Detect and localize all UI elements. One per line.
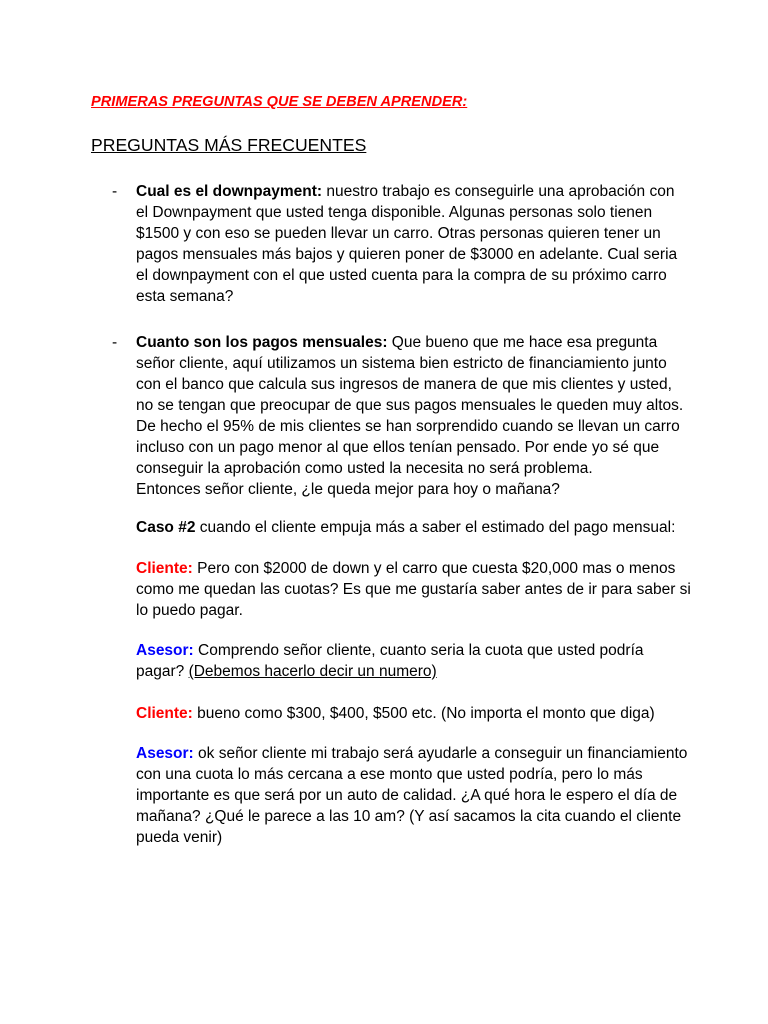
faq-question-label: Cual es el downpayment: [136, 183, 323, 200]
case-description: cuando el cliente empuja más a saber el estimado del pago mensual: [195, 519, 676, 536]
faq-answer-text: Que bueno que me hace esa pregunta señor cliente, aquí utilizamos un sistema bien estricto de financiamiento junto con el banco que calcula sus ingresos de manera de que mis clientes y usted, no se tengan que preocupar de que sus pagos mensuales le queden muy altos. De hecho el 95% de mis clientes se han sorprendido cuando se llevan un carro incluso con un pago menor al que ellos tenían pensado. Por ende yo sé que conseguir la aprobación como usted la necesita no será problema. [136, 334, 684, 477]
dialogue-text: ok señor cliente mi trabajo será ayudarle a conseguir un financiamiento con una cuota lo más cercana a ese monto que usted podría, pero lo más importante es que será por un auto de calidad. ¿A qué hora le espero el día de mañana? ¿Qué le parece a las 10 am? (Y así sacamos la cita cuando el cliente pueda venir) [136, 745, 688, 846]
faq-answer-closing: Entonces señor cliente, ¿le queda mejor para hoy o mañana? [136, 481, 560, 498]
faq-question-label: Cuanto son los pagos mensuales: [136, 334, 388, 351]
dialogue-text: Comprendo señor cliente, cuanto seria la cuota que usted podría pagar? [136, 642, 644, 680]
dialogue-line-asesor-1 [136, 640, 696, 682]
case-label: Caso #2 [136, 519, 196, 536]
faq-answer [136, 332, 684, 500]
dialogue-text: bueno como $300, $400, $500 etc. (No importa el monto que diga) [192, 705, 655, 722]
speaker-label-cliente: Cliente: [136, 705, 193, 722]
speaker-label-cliente: Cliente: [136, 560, 193, 577]
bullet-dash: - [112, 334, 118, 351]
dialogue-line-cliente-2 [136, 703, 696, 724]
faq-answer [136, 181, 684, 307]
dialogue-line-asesor-2 [136, 743, 696, 848]
section-title: PREGUNTAS MÁS FRECUENTES [91, 135, 367, 155]
dialogue-line-cliente-1 [136, 558, 696, 621]
bullet-dash: - [112, 183, 118, 200]
speaker-label-asesor: Asesor: [136, 745, 194, 762]
faq-answer-text: nuestro trabajo es conseguirle una aprobación con el Downpayment que usted tenga disponible. Algunas personas solo tienen $1500 y con eso se pueden llevar un carro. Otras personas quieren tener un pagos mensuales más bajos y quieren poner de $3000 en adelante. Cual seria el downpayment con el que usted cuenta para la compra de su próximo carro esta semana? [136, 183, 678, 305]
speaker-label-asesor: Asesor: [136, 642, 194, 659]
dialogue-text: Pero con $2000 de down y el carro que cuesta $20,000 mas o menos como me quedan las cuotas? Es que me gustaría saber antes de ir para saber si lo puedo pagar. [136, 560, 691, 619]
dialogue-note: (Debemos hacerlo decir un numero) [188, 663, 437, 680]
case-heading [136, 517, 696, 538]
document-header: PRIMERAS PREGUNTAS QUE SE DEBEN APRENDER: [91, 94, 468, 110]
